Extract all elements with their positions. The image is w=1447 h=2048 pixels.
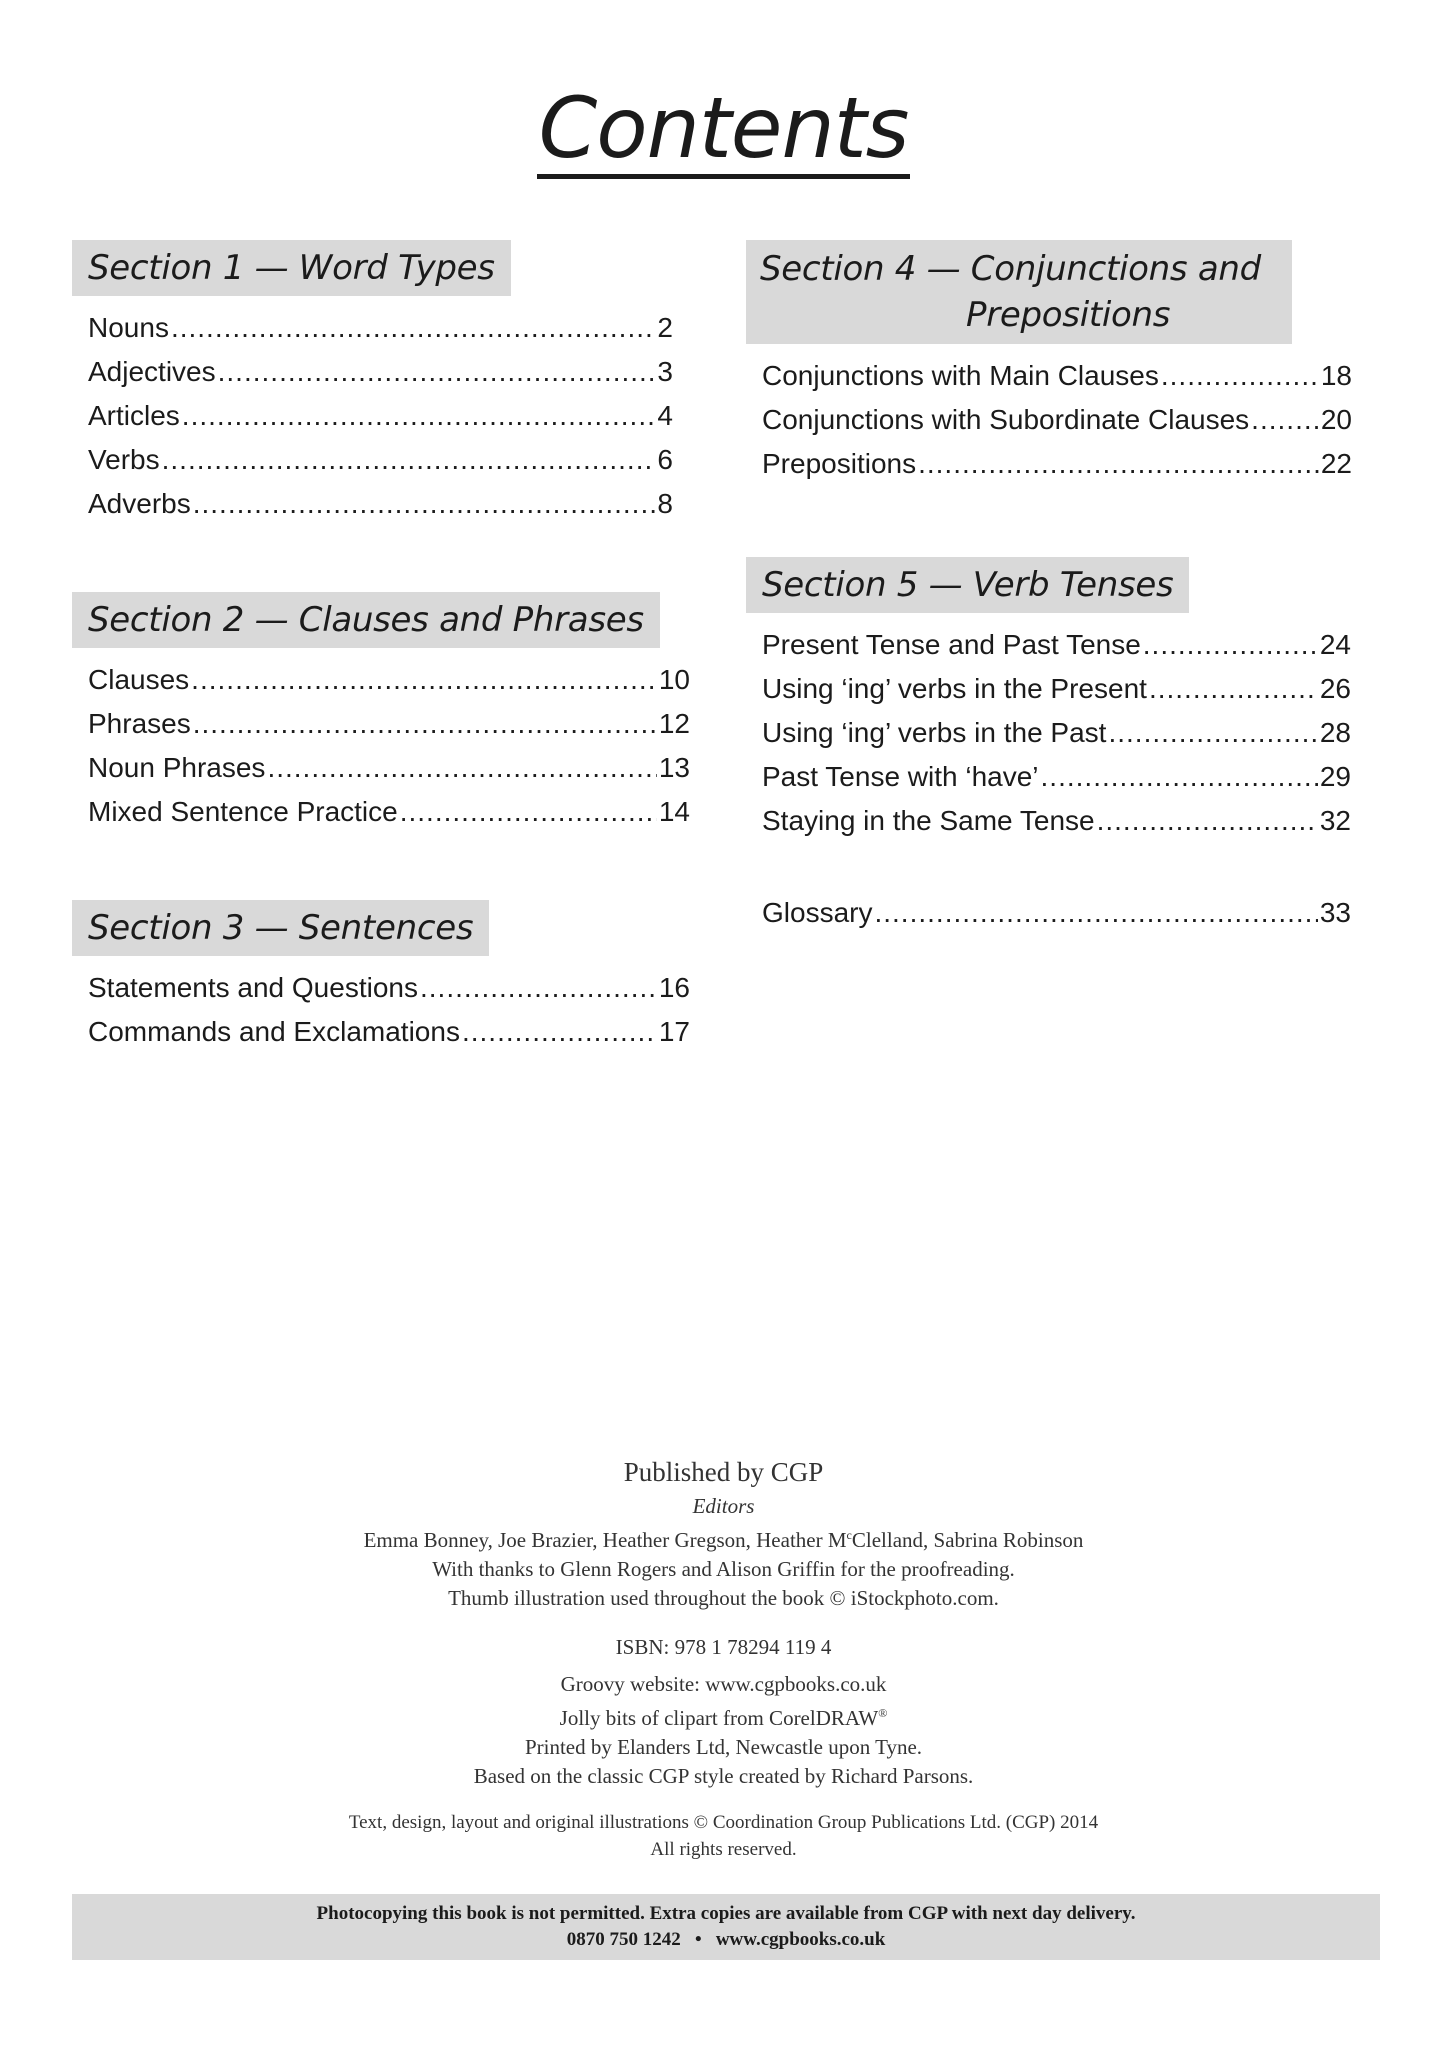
footer-notice — [72, 1894, 1380, 1960]
page-title: Contents — [538, 79, 909, 177]
entry-list — [88, 312, 673, 532]
section-verb-tenses — [746, 557, 1351, 849]
footer-line2: 0870 750 1242 • www.cgpbooks.co.uk — [566, 1929, 886, 1950]
toc-entry: Noun Phrases ..... 13 — [88, 752, 690, 796]
section-heading-line1: Section 4 — Conjunctions and — [760, 249, 1261, 289]
section-word-types — [72, 240, 677, 532]
section-heading: Section 1 — Word Types — [72, 240, 511, 296]
toc-entry: Using ‘ing’ verbs in the Present ..... 26 — [762, 673, 1351, 717]
toc-entry: Using ‘ing’ verbs in the Past ..... 28 — [762, 717, 1351, 761]
section-sentences — [72, 900, 690, 1060]
contents-left-column — [72, 240, 690, 1060]
toc-entry: Mixed Sentence Practice ..... 14 — [88, 796, 690, 840]
clipart-line: Jolly bits of clipart from CorelDRAW® — [559, 1706, 888, 1730]
printed-line: Printed by Elanders Ltd, Newcastle upon Tyne. — [524, 1735, 923, 1759]
isbn: ISBN: 978 1 78294 119 4 — [615, 1635, 832, 1659]
toc-entry: Statements and Questions ..... 16 — [88, 972, 690, 1016]
toc-entry: Adverbs ..... 8 — [88, 488, 673, 532]
toc-entry: Verbs ..... 6 — [88, 444, 673, 488]
glossary-entry-list — [762, 897, 1351, 941]
toc-entry: Conjunctions with Main Clauses ..... 18 — [762, 360, 1352, 404]
toc-entry: Conjunctions with Subordinate Clauses ..... 20 — [762, 404, 1352, 448]
copyright-line: Text, design, layout and original illustrations © Coordination Group Publications Ltd. (CGP) 2014 — [348, 1812, 1099, 1833]
entry-list — [762, 360, 1352, 492]
editors-heading: Editors — [692, 1494, 755, 1518]
toc-entry: Adjectives ..... 3 — [88, 356, 673, 400]
based-line: Based on the classic CGP style created by Richard Parsons. — [473, 1764, 974, 1788]
section-heading: Section 2 — Clauses and Phrases — [72, 592, 660, 648]
section-heading — [746, 240, 1292, 344]
footer-line1: Photocopying this book is not permitted. Extra copies are available from CGP with next day delivery. — [316, 1903, 1136, 1924]
thumb-credit: Thumb illustration used throughout the book © iStockphoto.com. — [448, 1586, 999, 1610]
editors-list: Emma Bonney, Joe Brazier, Heather Gregson, Heather $M^cClelland$, Sabrina Robinson — [363, 1528, 1084, 1552]
toc-entry: Present Tense and Past Tense ..... 24 — [762, 629, 1351, 673]
toc-entry: Prepositions ..... 22 — [762, 448, 1352, 492]
rights-line: All rights reserved. — [650, 1839, 797, 1860]
contents-right-column — [746, 240, 1351, 941]
published-by: Published by CGP — [623, 1457, 824, 1487]
website-line: Groovy website: www.cgpbooks.co.uk — [560, 1672, 887, 1696]
colophon — [0, 1452, 1447, 1863]
entry-list — [762, 629, 1351, 849]
entry-list — [88, 664, 690, 840]
thanks-line: With thanks to Glenn Rogers and Alison Griffin for the proofreading. — [432, 1557, 1015, 1581]
toc-entry-glossary: Glossary ..... 33 — [762, 897, 1351, 941]
section-heading: Section 3 — Sentences — [72, 900, 489, 956]
toc-entry: Commands and Exclamations ..... 17 — [88, 1016, 690, 1060]
section-conjunctions-and-prepositions — [746, 240, 1351, 492]
toc-entry: Past Tense with ‘have’ ..... 29 — [762, 761, 1351, 805]
section-heading: Section 5 — Verb Tenses — [746, 557, 1189, 613]
section-clauses-and-phrases — [72, 592, 690, 840]
toc-entry: Phrases ..... 12 — [88, 708, 690, 752]
toc-entry: Staying in the Same Tense ..... 32 — [762, 805, 1351, 849]
toc-entry: Clauses ..... 10 — [88, 664, 690, 708]
section-heading-line2: Prepositions — [966, 295, 1171, 335]
toc-entry: Nouns ..... 2 — [88, 312, 673, 356]
toc-entry: Articles ..... 4 — [88, 400, 673, 444]
entry-list — [88, 972, 690, 1060]
